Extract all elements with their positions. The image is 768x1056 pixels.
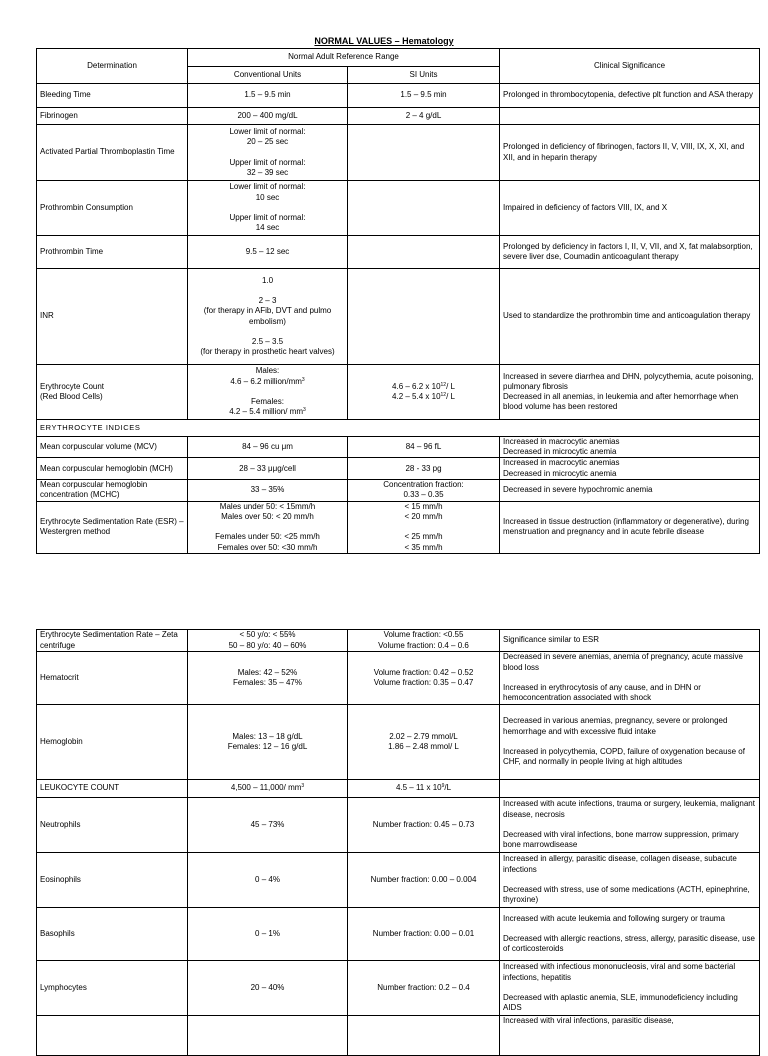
significance-cell: Prolonged in deficiency of fibrinogen, factors II, V, VIII, IX, X, XI, and XII, and in heparin therapy bbox=[500, 125, 760, 181]
determination-cell: Erythrocyte Sedimentation Rate – Zeta centrifuge bbox=[37, 630, 188, 652]
conventional-cell: Lower limit of normal: 10 sec Upper limit of normal: 14 sec bbox=[188, 181, 348, 236]
table-row bbox=[37, 269, 760, 365]
conventional-cell: 20 – 40% bbox=[188, 961, 348, 1016]
header-conventional: Conventional Units bbox=[188, 67, 348, 84]
si-cell bbox=[348, 181, 500, 236]
conventional-cell: 0 – 4% bbox=[188, 853, 348, 908]
table-row bbox=[37, 780, 760, 798]
determination-cell: Prothrombin Consumption bbox=[37, 181, 188, 236]
significance-cell: Prolonged by deficiency in factors I, II, V, VII, and X, fat malabsorption, severe liver dse, Coumadin anticoagulant therapy bbox=[500, 236, 760, 269]
header-si: SI Units bbox=[348, 67, 500, 84]
section-row bbox=[37, 420, 760, 437]
conventional-cell: 200 – 400 mg/dL bbox=[188, 108, 348, 125]
table-row bbox=[37, 365, 760, 420]
determination-cell: Erythrocyte Sedimentation Rate (ESR) – Westergren method bbox=[37, 501, 188, 553]
table-row bbox=[37, 108, 760, 125]
si-cell: Number fraction: 0.00 – 0.004 bbox=[348, 853, 500, 908]
determination-cell: Prothrombin Time bbox=[37, 236, 188, 269]
si-cell: < 15 mm/h < 20 mm/h < 25 mm/h < 35 mm/h bbox=[348, 501, 500, 553]
significance-cell: Decreased in severe anemias, anemia of pregnancy, acute massive blood loss Increased in erythrocytosis of any cause, and in DHN or hemoconcentration associated with shock bbox=[500, 652, 760, 705]
determination-cell: INR bbox=[37, 269, 188, 365]
hematology-table-top bbox=[36, 48, 760, 554]
hematology-table-bottom bbox=[36, 629, 760, 1056]
table-row bbox=[37, 236, 760, 269]
conventional-cell: 84 – 96 cu μm bbox=[188, 437, 348, 458]
conventional-cell: Males: 13 – 18 g/dL Females: 12 – 16 g/dL bbox=[188, 705, 348, 780]
conventional-cell: 1.5 – 9.5 min bbox=[188, 84, 348, 108]
table-row bbox=[37, 630, 760, 652]
determination-cell: Basophils bbox=[37, 908, 188, 961]
si-cell: 28 - 33 pg bbox=[348, 458, 500, 479]
table-row bbox=[37, 125, 760, 181]
si-cell: Number fraction: 0.2 – 0.4 bbox=[348, 961, 500, 1016]
table-row bbox=[37, 705, 760, 780]
si-cell bbox=[348, 269, 500, 365]
si-cell: 2.02 – 2.79 mmol/L 1.86 – 2.48 mmol/ L bbox=[348, 705, 500, 780]
significance-cell: Increased in severe diarrhea and DHN, polycythemia, acute poisoning, pulmonary fibrosis Decreased in all anemias, in leukemia and after hemorrhage when blood volume has been restored bbox=[500, 365, 760, 420]
si-cell bbox=[348, 125, 500, 181]
conventional-cell: < 50 y/o: < 55% 50 – 80 y/o: 40 – 60% bbox=[188, 630, 348, 652]
si-cell: 84 – 96 fL bbox=[348, 437, 500, 458]
determination-cell: Hematocrit bbox=[37, 652, 188, 705]
significance-cell: Increased with acute infections, trauma or surgery, leukemia, malignant disease, necrosis Decreased with viral infections, bone marrow suppression, primary bone marrowdisease bbox=[500, 798, 760, 853]
table-row bbox=[37, 853, 760, 908]
conventional-cell: 45 – 73% bbox=[188, 798, 348, 853]
significance-cell: Increased in macrocytic anemias Decreased in microcytic anemia bbox=[500, 458, 760, 479]
significance-cell: Impaired in deficiency of factors VIII, IX, and X bbox=[500, 181, 760, 236]
determination-cell: Erythrocyte Count (Red Blood Cells) bbox=[37, 365, 188, 420]
determination-cell bbox=[37, 1016, 188, 1056]
page-title: NORMAL VALUES – Hematology bbox=[314, 36, 454, 46]
table-row bbox=[37, 798, 760, 853]
significance-cell: Used to standardize the prothrombin time and anticoagulation therapy bbox=[500, 269, 760, 365]
table-row bbox=[37, 961, 760, 1016]
table-row bbox=[37, 501, 760, 553]
table-row bbox=[37, 908, 760, 961]
table-row bbox=[37, 437, 760, 458]
determination-cell: Hemoglobin bbox=[37, 705, 188, 780]
significance-cell: Decreased in various anemias, pregnancy, severe or prolonged hemorrhage and with excessive fluid intake Increased in polycythemia, COPD, failure of oxygenation because of CHF, and normally in people living at high altitudes bbox=[500, 705, 760, 780]
table-row bbox=[37, 84, 760, 108]
conventional-cell: Males: 42 – 52% Females: 35 – 47% bbox=[188, 652, 348, 705]
si-cell: Volume fraction: <0.55 Volume fraction: 0.4 – 0.6 bbox=[348, 630, 500, 652]
si-cell: Number fraction: 0.45 – 0.73 bbox=[348, 798, 500, 853]
conventional-cell: Males: 4.6 – 6.2 million/$mm^3$ Females: 4.2 – 5.4 million/ $mm^3$ bbox=[188, 365, 348, 420]
significance-cell bbox=[500, 108, 760, 125]
table-row bbox=[37, 1016, 760, 1056]
table-row bbox=[37, 458, 760, 479]
si-cell: 2 – 4 g/dL bbox=[348, 108, 500, 125]
si-cell: Volume fraction: 0.42 – 0.52 Volume fraction: 0.35 – 0.47 bbox=[348, 652, 500, 705]
significance-cell: Prolonged in thrombocytopenia, defective plt function and ASA therapy bbox=[500, 84, 760, 108]
conventional-cell: 1.0 2 – 3 (for therapy in AFib, DVT and pulmo embolism) 2.5 – 3.5 (for therapy in prosthetic heart valves) bbox=[188, 269, 348, 365]
determination-cell: Mean corpuscular hemoglobin concentration (MCHC) bbox=[37, 479, 188, 501]
significance-cell: Significance similar to ESR bbox=[500, 630, 760, 652]
determination-cell: Neutrophils bbox=[37, 798, 188, 853]
header-determination: Determination bbox=[37, 49, 188, 84]
conventional-cell: Males under 50: < 15mm/h Males over 50: < 20 mm/h Females under 50: <25 mm/h Females over 50: <30 mm/h bbox=[188, 501, 348, 553]
conventional-cell: 28 – 33 μμg/cell bbox=[188, 458, 348, 479]
conventional-cell: 0 – 1% bbox=[188, 908, 348, 961]
determination-cell: Mean corpuscular hemoglobin (MCH) bbox=[37, 458, 188, 479]
determination-cell: LEUKOCYTE COUNT bbox=[37, 780, 188, 798]
conventional-cell: Lower limit of normal: 20 – 25 sec Upper limit of normal: 32 – 39 sec bbox=[188, 125, 348, 181]
significance-cell: Increased in allergy, parasitic disease, collagen disease, subacute infections Decreased with stress, use of some medications (ACTH, epinephrine, thyroxine) bbox=[500, 853, 760, 908]
conventional-cell bbox=[188, 1016, 348, 1056]
si-cell: 4.5 – 11 x $10^9/L$ bbox=[348, 780, 500, 798]
significance-cell bbox=[500, 780, 760, 798]
determination-cell: Lymphocytes bbox=[37, 961, 188, 1016]
determination-cell: Activated Partial Thromboplastin Time bbox=[37, 125, 188, 181]
si-cell: Number fraction: 0.00 – 0.01 bbox=[348, 908, 500, 961]
significance-cell: Increased with acute leukemia and following surgery or trauma Decreased with allergic reactions, stress, allergy, parasitic disease, use of corticosteroids bbox=[500, 908, 760, 961]
table-row bbox=[37, 479, 760, 501]
conventional-cell: 4,500 – 11,000/ $mm^3$ bbox=[188, 780, 348, 798]
significance-cell: Increased with infectious mononucleosis, viral and some bacterial infections, hepatitis Decreased with aplastic anemia, SLE, immunodeficiency including AIDS bbox=[500, 961, 760, 1016]
determination-cell: Mean corpuscular volume (MCV) bbox=[37, 437, 188, 458]
significance-cell: Decreased in severe hypochromic anemia bbox=[500, 479, 760, 501]
determination-cell: Fibrinogen bbox=[37, 108, 188, 125]
si-cell: Concentration fraction: 0.33 – 0.35 bbox=[348, 479, 500, 501]
section-heading: ERYTHROCYTE INDICES bbox=[37, 420, 760, 437]
si-cell bbox=[348, 1016, 500, 1056]
determination-cell: Eosinophils bbox=[37, 853, 188, 908]
significance-cell: Increased with viral infections, parasitic disease, bbox=[500, 1016, 760, 1056]
conventional-cell: 9.5 – 12 sec bbox=[188, 236, 348, 269]
significance-cell: Increased in macrocytic anemias Decreased in microcytic anemia bbox=[500, 437, 760, 458]
header-range: Normal Adult Reference Range bbox=[188, 49, 500, 67]
si-cell bbox=[348, 236, 500, 269]
table-row bbox=[37, 181, 760, 236]
conventional-cell: 33 – 35% bbox=[188, 479, 348, 501]
determination-cell: Bleeding Time bbox=[37, 84, 188, 108]
si-cell: 4.6 – 6.2 x $10^{12}/$ L 4.2 – 5.4 x $10^{12}/$ L bbox=[348, 365, 500, 420]
si-cell: 1.5 – 9.5 min bbox=[348, 84, 500, 108]
header-significance: Clinical Significance bbox=[500, 49, 760, 84]
table-row bbox=[37, 652, 760, 705]
significance-cell: Increased in tissue destruction (inflammatory or degenerative), during menstruation and pregnancy and in acute febrile disease bbox=[500, 501, 760, 553]
